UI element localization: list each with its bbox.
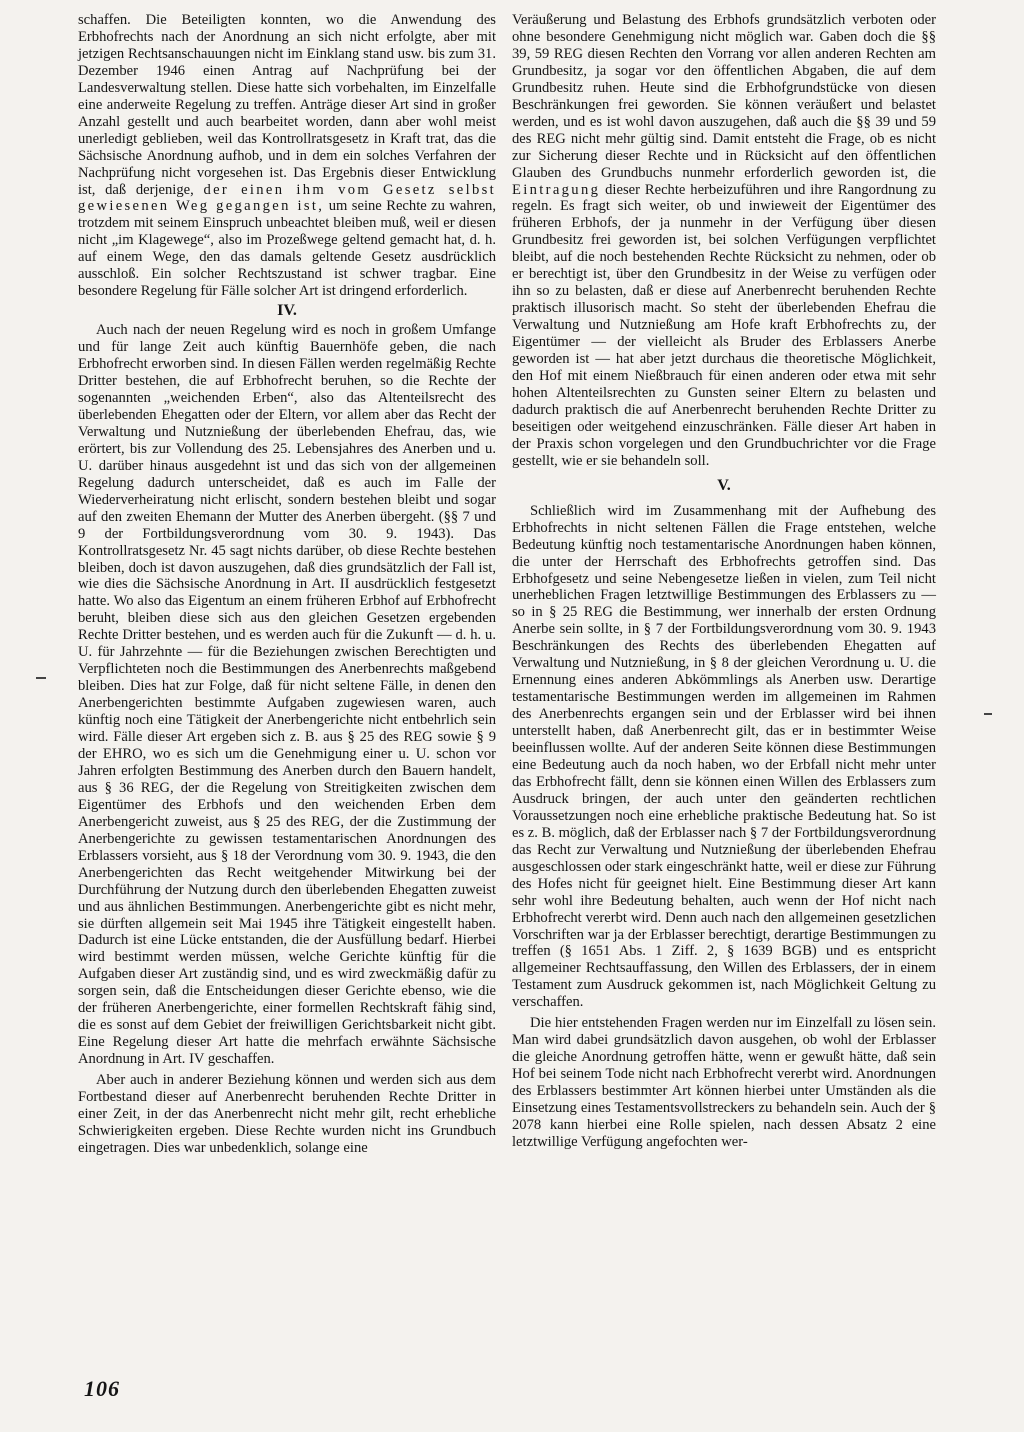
- paragraph: Die hier entstehenden Fragen werden nur im Einzelfall zu lösen sein. Man wird dabei grundsätzlich davon ausgehen, ob wohl der Erblasser die gleiche Anordnung getroffen hätte, wenn er gewußt hätte, daß sein Hof bei seinem Tode nicht nach Erbhofrecht vererbt wird. Anordnungen des Erblassers bestimmter Art können hierbei unter Umständen als die Einsetzung eines Testamentsvollstreckers zu behandeln sein. Auch der § 2078 kann hierbei eine Rolle spielen, nach dessen Absatz 2 eine letztwillige Verfügung angefochten wer-: [512, 1015, 936, 1150]
- paragraph: Schließlich wird im Zusammenhang mit der Aufhebung des Erbhofrechts in nicht seltenen Fällen die Frage entstehen, welche Bedeutung künftig noch testamentarische Anordnungen haben können, die unter der Herrschaft des Erbhofrechts getroffen sind. Das Erbhofgesetz und seine Nebengesetze ließen in vielen, zum Teil nicht unerheblichen Fragen letztwillige Bestimmungen des Erblassers zu — so in § 25 REG die Bestimmung, wer innerhalb der ersten Ordnung Anerbe sein sollte, in § 7 der Fortbildungsverordnung vom 30. 9. 1943 Beschränkungen des Rechts des überlebenden Ehegatten auf Verwaltung und Nutznießung, in § 8 der gleichen Verordnung u. U. die Ernennung eines anderen Abkömmlings als Anerben usw. Derartige testamentarische Bestimmungen werden im allgemeinen im Rahmen des Anerbenrechts ergangen sein und der Erblasser wird bei ihnen unterstellt haben, daß Anerbenrecht gilt, das er in bestimmter Weise beeinflussen wollte. Auf der anderen Seite können diese Bestimmungen eine Bedeutung auch da noch haben, wo der Erbfall nicht mehr unter das Erbhofrecht fällt, denn sie können einen Willen des Erblassers zum Ausdruck bringen, der auch unter den geänderten rechtlichen Voraussetzungen noch eine erhebliche praktische Bedeutung hat. So ist es z. B. möglich, daß der Erblasser nach § 7 der Fortbildungsverordnung das Recht zur Verwaltung und Nutznießung der überlebenden Ehefrau ausgeschlossen oder stark eingeschränkt hatte, weil er diese zur Führung des Hofes nicht für geeignet hielt. Eine Bestimmung dieser Art kann sehr wohl ihre Bedeutung behalten, auch wenn der Hof nicht nach Erbhofrecht vererbt wird. Denn auch nach den allgemeinen gesetzlichen Vorschriften war ja der Erblasser berechtigt, derartige Bestimmungen zu treffen (§ 1651 Abs. 1 Ziff. 2, § 1639 BGB) und es entspricht allgemeiner Rechtsauffassung, den Willen des Erblassers, der in einem Testament zum Ausdruck gekommen ist, nach Möglichkeit Geltung zu verschaffen.: [512, 502, 936, 1011]
- paragraph: Aber auch in anderer Beziehung können und werden sich aus dem Fortbestand dieser auf Anerbenrecht beruhenden Rechte Dritter in einer Zeit, in der das Anerbenrecht nicht mehr gilt, recht erhebliche Schwierigkeiten ergeben. Diese Rechte wurden nicht ins Grundbuch eingetragen. Dies war unbedenklich, solange eine: [78, 1072, 496, 1156]
- margin-mark: [36, 677, 46, 679]
- left-column: [78, 12, 496, 1157]
- emphasized-text: Eintragung: [512, 181, 601, 198]
- section-heading-iv: IV.: [277, 302, 297, 320]
- right-column: [512, 12, 936, 1151]
- emphasized-text: der einen ihm vom Gesetz selbst gewiesenen Weg gegangen ist,: [78, 181, 497, 215]
- paragraph: schaffen. Die Beteiligten konnten, wo die Anwendung des Erbhofrechts nach der Anordnung an sich nicht erfolgte, aber mit jetzigen Rechtsanschauungen nicht im Einklang stand usw. bis zum 31. Dezember 1946 einen Antrag auf Nachprüfung bei der Landesverwaltung stellen. Diese hatte sich vorbehalten, im Einzelfalle eine anderweite Regelung zu treffen. Anträge dieser Art sind in großer Anzahl gestellt und auch bearbeitet worden, dann aber wohl meist unerledigt geblieben, weil das Kontrollratsgesetz in Kraft trat, das die Sächsische Anordnung aufhob, und in dem ein solches Verfahren der Nachprüfung nicht vorgesehen ist. Das Ergebnis dieser Entwicklung ist, daß derjenige, der einen ihm vom Gesetz selbst gewiesenen Weg gegangen ist, um seine Rechte zu wahren, trotzdem mit seinem Einspruch unbeachtet bleiben muß, weil er diesen nicht „im Klagewege“, also im Prozeßwege geltend gemacht hat, d. h. auf einem Wege, den das damals geltende Gesetz ausdrücklich ausschloß. Ein solcher Rechtszustand ist schwer tragbar. Eine besondere Regelung für Fälle solcher Art ist dringend erforderlich.: [78, 12, 497, 300]
- margin-mark: [984, 713, 992, 715]
- paragraph: Veräußerung und Belastung des Erbhofs grundsätzlich verboten oder ohne besondere Genehmigung nicht möglich war. Gaben doch die §§ 39, 59 REG diesen Rechten den Vorrang vor allen anderen Rechten am Grundbesitz, ja sogar vor den öffentlichen Abgaben, die auf dem Grundbesitz ruhen. Heute sind die Erbhofgrundstücke von diesen Beschränkungen frei geworden. Sie können veräußert und belastet werden, und es ist wohl davon auszugehen, daß auch die §§ 39 und 59 des REG nicht mehr gültig sind. Damit entsteht die Frage, ob es nicht zur Sicherung dieser Rechte und in Rücksicht auf den öffentlichen Glauben des Grundbuchs nunmehr erforderlich geworden ist, die Eintragung dieser Rechte herbeizuführen und ihre Rangordnung zu regeln. Es fragt sich weiter, ob und inwieweit der Eigentümer des früheren Erbhofs, der ja nunmehr in der Verfügung über diesen Grundbesitz frei geworden ist, bei solchen Verfügungen verpflichtet bleibt, auf die noch bestehenden Rechte Rücksicht zu nehmen, oder ob er berechtigt ist, über den Grundbesitz in der Weise zu verfügen oder ihn so zu belasten, daß er diese auf Anerbenrecht beruhenden Rechte praktisch illusorisch macht. So steht der überlebenden Ehefrau die Verwaltung und Nutznießung am Hofe kraft Erbhofrechts zu, der Eigentümer — der vielleicht als Bruder des Erblassers Anerbe geworden ist — hat aber jetzt durchaus die theoretische Möglichkeit, den Hof mit einem Nießbrauch für einen anderen oder etwa mit sehr hohen Altenteilsrechten zu Gunsten seiner Eltern zu belasten und dadurch praktisch die auf Anerbenrecht beruhenden Rechte Dritter zu beseitigen oder weitgehend einzuschränken. Fälle dieser Art haben in der Praxis schon vorgelegen und den Grundbuchrichter vor die Frage gestellt, wie er sie behandeln soll.: [512, 12, 936, 469]
- section-heading-v: V.: [717, 476, 731, 494]
- paragraph: Auch nach der neuen Regelung wird es noch in großem Umfange und für lange Zeit auch künftig Bauernhöfe geben, die nach Erbhofrecht erworben sind. In diesen Fällen werden regelmäßig Rechte Dritter bestehen, die auf Erbhofrecht beruhen, so die Rechte der sogenannten „weichenden Erben“, also das Altenteilsrecht des überlebenden Ehegatten oder der Eltern, vor allem aber das Recht der Verwaltung und Nutznießung der überlebenden Ehefrau, das, wie erörtert, bis zur Vollendung des 25. Lebensjahres des Anerben und u. U. darüber hinaus ausgedehnt ist und das sich von der allgemeinen Regelung dadurch unterscheidet, daß es auch im Falle der Wiederverheiratung nicht erlischt, sondern bestehen bleibt und sogar auf den zweiten Ehemann der Mutter des Anerben übergeht. (§§ 7 und 9 der Fortbildungsverordnung vom 30. 9. 1943). Das Kontrollratsgesetz Nr. 45 sagt nichts darüber, ob diese Rechte bestehen bleiben, doch ist davon auszugehen, daß dies grundsätzlich der Fall ist, wie dies die Sächsische Anordnung in Art. II ausdrücklich festgesetzt hatte. Wo also das Eigentum an einem früheren Erbhof auf Erbhofrecht beruht, bleiben diese sich aus den gleichen Gesetzen ergebenden Rechte Dritter bestehen, und es werden auch für die Zukunft — d. h. u. U. für Jahrzehnte — für die Beziehungen zwischen Berechtigten und Verpflichteten noch die Bestimmungen des Anerbenrechts maßgebend bleiben. Dies hat zur Folge, daß für nicht seltene Fälle, in denen den Anerbengerichten bestimmte Aufgaben zugewiesen waren, auch künftig noch eine Tätigkeit der Anerbengerichte nicht entbehrlich sein wird. Fälle dieser Art ergeben sich z. B. aus § 25 des REG sowie § 9 der EHRO, wo es sich um die Genehmigung einer u. U. schon vor Jahren erfolgten Bestimmung des Anerben durch den Bauern handelt, aus § 36 REG, der die Regelung von Streitigkeiten zwischen dem Eigentümer des Erbhofs und den weichenden Erben dem Anerbengericht zuweist, aus § 25 des REG, der die Zustimmung der Anerbengerichte zu gewissen testamentarischen Anordnungen des Erblassers vorsieht, aus § 18 der Verordnung vom 30. 9. 1943, die den Anerbengerichten das Recht weitgehender Mitwirkung bei der Durchführung der Nutzung durch den überlebenden Ehegatten zuweist und aus ähnlichen Bestimmungen. Anerbengerichte gibt es nicht mehr, sie dürften allgemein seit Mai 1945 ihre Tätigkeit eingestellt haben. Dadurch ist eine Lücke entstanden, die der Ausfüllung bedarf. Hierbei wird bestimmt werden müssen, welche Gerichte künftig für die Aufgaben dieser Art zuständig sind, und es wird zweckmäßig dafür zu sorgen sein, daß die Entscheidungen dieser Gerichte ebenso, wie die der früheren Anerbengerichte, einer formellen Rechtskraft fähig sind, die es sonst auf dem Gebiet der freiwilligen Gerichtsbarkeit nicht gibt. Eine Regelung dieser Art hatte die mehrfach erwähnte Sächsische Anordnung in Art. IV geschaffen.: [78, 322, 496, 1068]
- page-number: 106: [84, 1376, 120, 1401]
